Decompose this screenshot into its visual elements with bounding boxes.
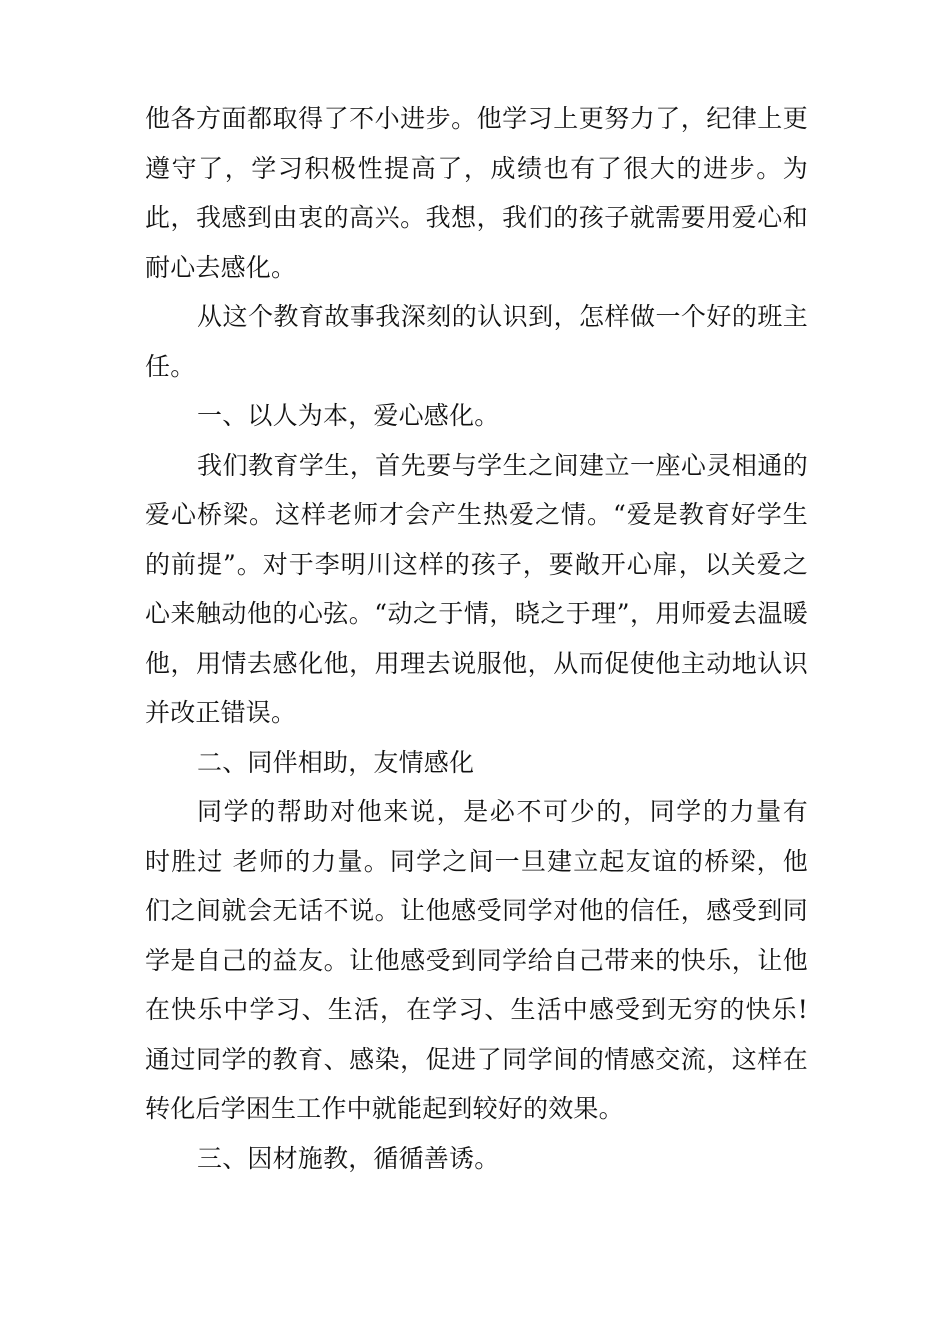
section-heading-3: 三、因材施教，循循善诱。 xyxy=(197,1143,500,1173)
paragraph-love: 我们教育学生，首先要与学生之间建立一座心灵相通的爱心桥梁。这样老师才会产生热爱之情。“爱是教育好学生的前提”。对于李明川这样的孩子，要敞开心扉，以关爱之心来触动他的心弦。“动之于情，晓之于理”，用师爱去温暖他，用情去感化他，用理去说服他，从而促使他主动地认识并改正错误。 xyxy=(145,450,808,727)
document-body xyxy=(145,94,808,1183)
section-heading-2: 二、同伴相助，友情感化 xyxy=(197,747,475,777)
paragraph-peer-help: 同学的帮助对他来说，是必不可少的，同学的力量有 时胜过 老师的力量。同学之间一旦建立起友谊的桥梁，他们之间就会无话不说。让他感受同学对他的信任，感受到同学是自己的益友。让他感受到同学给自己带来的快乐，让他在快乐中学习、生活，在学习、生活中感受到无穷的快乐!通过同学的教育、感染，促进了同学间的情感交流，这样在转化后学困生工作中就能起到较好的效果。 xyxy=(145,797,808,1123)
section-heading-1: 一、以人为本，爱心感化。 xyxy=(197,401,500,430)
paragraph-reflection: 从这个教育故事我深刻的认识到，怎样做一个好的班主任。 xyxy=(145,302,808,381)
paragraph-continuation: 他各方面都取得了不小进步。他学习上更努力了，纪律上更遵守了，学习积极性提高了，成绩也有了很大的进步。为此，我感到由衷的高兴。我想，我们的孩子就需要用爱心和耐心去感化。 xyxy=(145,104,808,282)
